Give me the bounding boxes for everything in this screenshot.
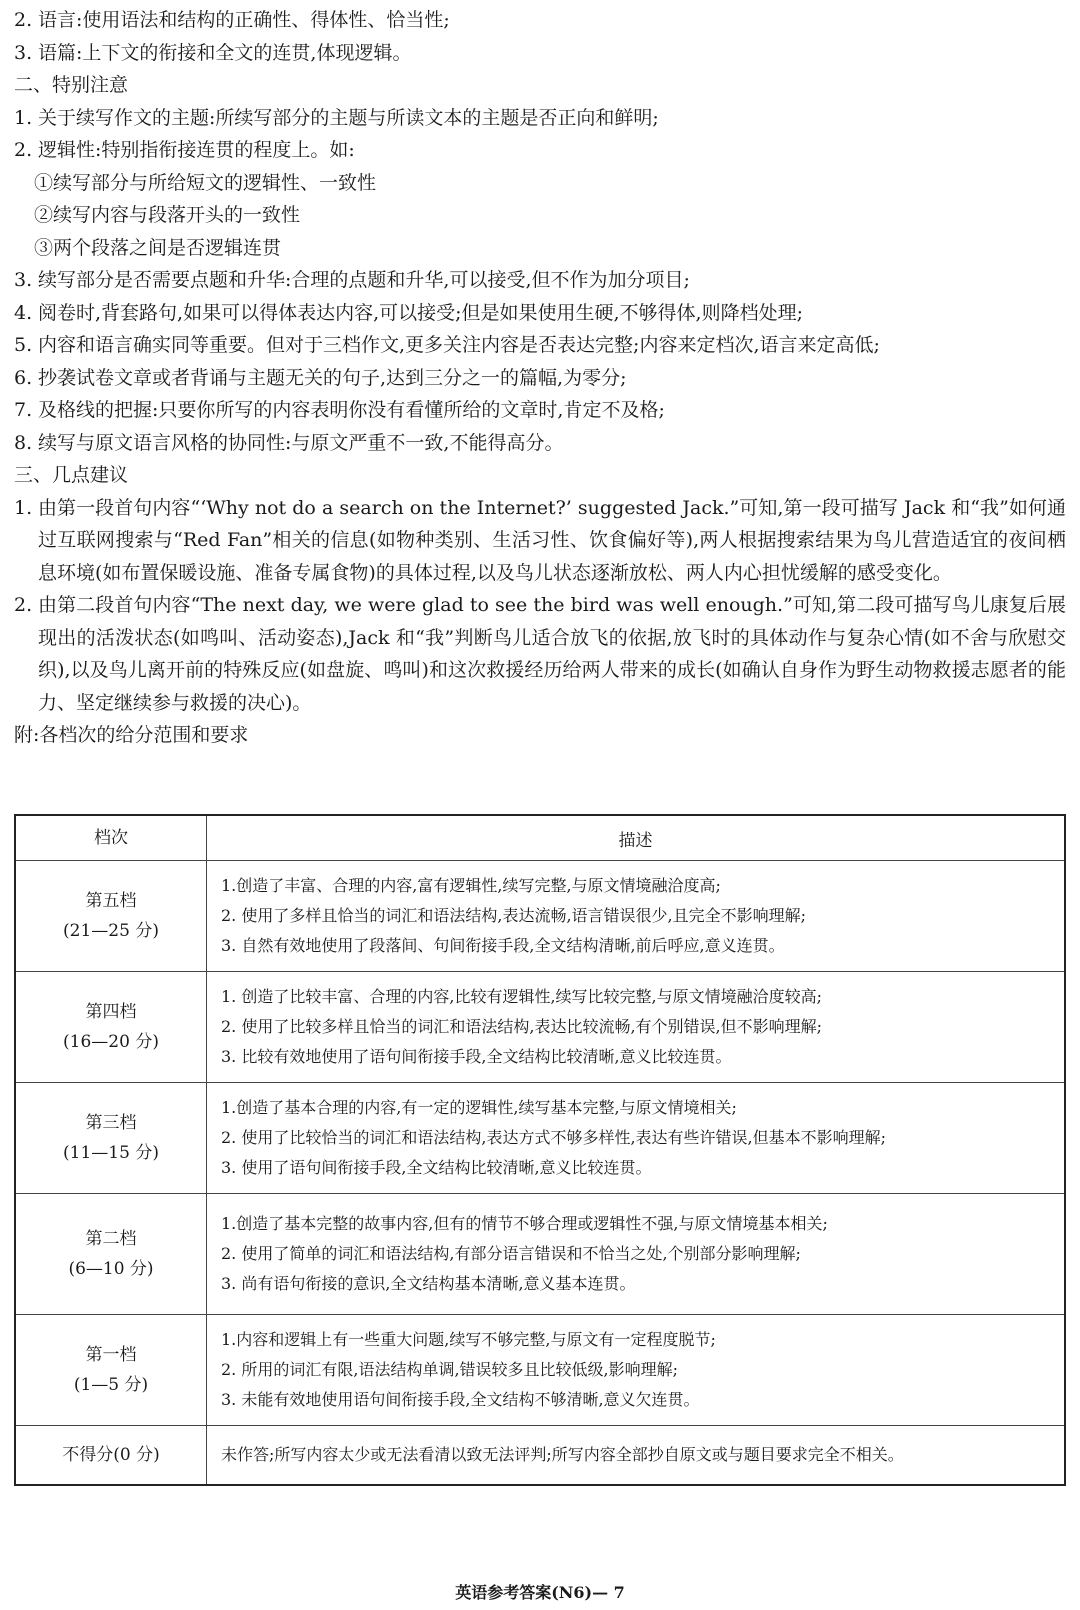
criterion: 2. 使用了比较多样且恰当的词汇和语法结构,表达比较流畅,有个别错误,但不影响理解; [221,1017,823,1036]
level-name: 第一档 [85,1345,137,1365]
criterion: 1.创造了基本完整的故事内容,但有的情节不够合理或逻辑性不强,与原文情境基本相关; [221,1214,828,1233]
item-text: 内容和语言确实同等重要。但对于三档作文,更多关注内容是否表达完整;内容来定档次,语言来定高低; [38,334,880,356]
level-name: 第四档 [85,1002,137,1022]
level-range: (21—25 分) [63,921,159,941]
level-range: (1—5 分) [73,1375,149,1395]
suggestion-paragraph [14,589,1066,719]
item-number: 2. [14,139,33,161]
level-cell [15,1083,207,1194]
list-item [14,264,1066,297]
criterion: 2. 所用的词汇有限,语法结构单调,错误较多且比较低级,影响理解; [221,1360,679,1379]
item-number: 3. [14,41,33,64]
item-number: 1. [14,496,33,519]
level-range: (16—20 分) [63,1032,159,1052]
criterion: 3. 使用了语句间衔接手段,全文结构比较清晰,意义比较连贯。 [221,1158,652,1177]
list-item [14,37,1066,70]
item-text: 语言:使用语法和结构的正确性、得体性、恰当性; [38,9,450,31]
level-cell [15,972,207,1083]
criterion: 3. 比较有效地使用了语句间衔接手段,全文结构比较清晰,意义比较连贯。 [221,1047,732,1066]
item-text: 关于续写作文的主题:所续写部分的主题与所读文本的主题是否正向和鲜明; [38,106,659,129]
criterion: 3. 尚有语句衔接的意识,全文结构基本清晰,意义基本连贯。 [221,1274,636,1293]
page-footer: 英语参考答案(N6)— 7 [455,1583,625,1602]
table-row [15,1194,1065,1315]
table-row [15,1426,1065,1486]
criterion: 1.创造了丰富、合理的内容,富有逻辑性,续写完整,与原文情境融洽度高; [221,876,721,895]
item-text: 逻辑性:特别指衔接连贯的程度上。如: [38,139,355,161]
criterion: 2. 使用了简单的词汇和语法结构,有部分语言错误和不恰当之处,个别部分影响理解; [221,1244,801,1263]
item-text: 及格线的把握:只要你所写的内容表明你没有看懂所给的文章时,肯定不及格; [38,399,665,421]
criterion: 1. 创造了比较丰富、合理的内容,比较有逻辑性,续写比较完整,与原文情境融洽度较高; [221,987,823,1006]
paragraph-text: 由第二段首句内容“The next day, we were glad to see the bird was well enough.”可知,第二段可描写鸟儿康复后展现出的活泼状态(如鸣叫、活动姿态),Jack 和“我”判断鸟儿适合放飞的依据,放飞时的具体动作与复杂心情(如不舍与欣慰交织),以及鸟儿离开前的特殊反应(如盘旋、鸣叫)和这次救援经历给两人带来的成长(如确认自身作为野生动物救援志愿者的能力、坚定继续参与救援的决心)。 [38,594,1066,714]
item-number: 7. [14,399,33,421]
level-name: 不得分(0 分) [62,1445,160,1465]
appendix-title: 附:各档次的给分范围和要求 [14,724,249,746]
item-number: 4. [14,301,33,324]
level-cell [15,861,207,972]
level-cell [15,1315,207,1426]
criterion: 2. 使用了多样且恰当的词汇和语法结构,表达流畅,语言错误很少,且完全不影响理解; [221,906,807,925]
header-level: 档次 [15,815,207,861]
sub-item: ①续写部分与所给短文的逻辑性、一致性 [34,171,377,194]
criterion: 1.创造了基本合理的内容,有一定的逻辑性,续写基本完整,与原文情境相关; [221,1098,737,1117]
level-range: (11—15 分) [63,1143,159,1163]
description-cell [207,1426,1066,1486]
description-cell [207,1083,1066,1194]
item-number: 3. [14,269,33,291]
list-item [14,134,1066,167]
table-row [15,1083,1065,1194]
list-item [14,329,1066,362]
item-number: 8. [14,431,33,454]
table-row [15,1315,1065,1426]
item-number: 1. [14,106,33,129]
list-item [14,362,1066,395]
table-row [15,972,1065,1083]
item-number: 2. [14,9,33,31]
description-cell [207,1194,1066,1315]
description-cell [207,1315,1066,1426]
description-cell [207,972,1066,1083]
sub-item: ②续写内容与段落开头的一致性 [34,204,301,226]
header-description: 描述 [207,815,1066,861]
item-text: 续写与原文语言风格的协同性:与原文严重不一致,不能得高分。 [38,431,564,454]
document-body [14,4,1066,752]
table-header-row [15,815,1065,861]
sub-item: ③两个段落之间是否逻辑连贯 [34,236,282,259]
criterion: 2. 使用了比较恰当的词汇和语法结构,表达方式不够多样性,表达有些许错误,但基本不影响理解; [221,1128,887,1147]
level-cell [15,1426,207,1486]
list-item [14,102,1066,135]
item-text: 语篇:上下文的衔接和全文的连贯,体现逻辑。 [38,41,412,64]
item-number: 2. [14,594,33,616]
paragraph-text: 由第一段首句内容“‘Why not do a search on the Internet?’ suggested Jack.”可知,第一段可描写 Jack 和“我”如何通过互联网搜索与“Red Fan”相关的信息(如物种类别、生活习性、饮食偏好等),两人根据搜索结果为鸟儿营造适宜的夜间栖息环境(如布置保暖设施、准备专属食物)的具体过程,以及鸟儿状态逐渐放松、两人内心担忧缓解的感受变化。 [38,496,1066,584]
suggestion-paragraph [14,492,1066,590]
scoring-table [14,814,1066,1486]
item-text: 续写部分是否需要点题和升华:合理的点题和升华,可以接受,但不作为加分项目; [38,269,690,291]
item-text: 抄袭试卷文章或者背诵与主题无关的句子,达到三分之一的篇幅,为零分; [38,366,627,389]
description-cell [207,861,1066,972]
level-name: 第五档 [85,891,137,911]
criterion: 3. 自然有效地使用了段落间、句间衔接手段,全文结构清晰,前后呼应,意义连贯。 [221,936,785,955]
item-number: 6. [14,366,33,389]
level-name: 第三档 [85,1113,137,1133]
list-item [14,4,1066,37]
section-heading: 二、特别注意 [14,74,129,96]
level-range: (6—10 分) [68,1259,154,1279]
criterion: 3. 未能有效地使用语句间衔接手段,全文结构不够清晰,意义欠连贯。 [221,1390,700,1409]
criterion: 未作答;所写内容太少或无法看清以致无法评判;所写内容全部抄自原文或与题目要求完全不相关。 [221,1445,904,1464]
item-text: 阅卷时,背套路句,如果可以得体表达内容,可以接受;但是如果使用生硬,不够得体,则降档处理; [38,301,804,324]
table-row [15,861,1065,972]
criterion: 1.内容和逻辑上有一些重大问题,续写不够完整,与原文有一定程度脱节; [221,1330,716,1349]
section-heading: 三、几点建议 [14,464,129,486]
list-item [14,297,1066,330]
item-number: 5. [14,334,33,356]
level-name: 第二档 [85,1229,137,1249]
list-item [14,394,1066,427]
level-cell [15,1194,207,1315]
list-item [14,427,1066,460]
